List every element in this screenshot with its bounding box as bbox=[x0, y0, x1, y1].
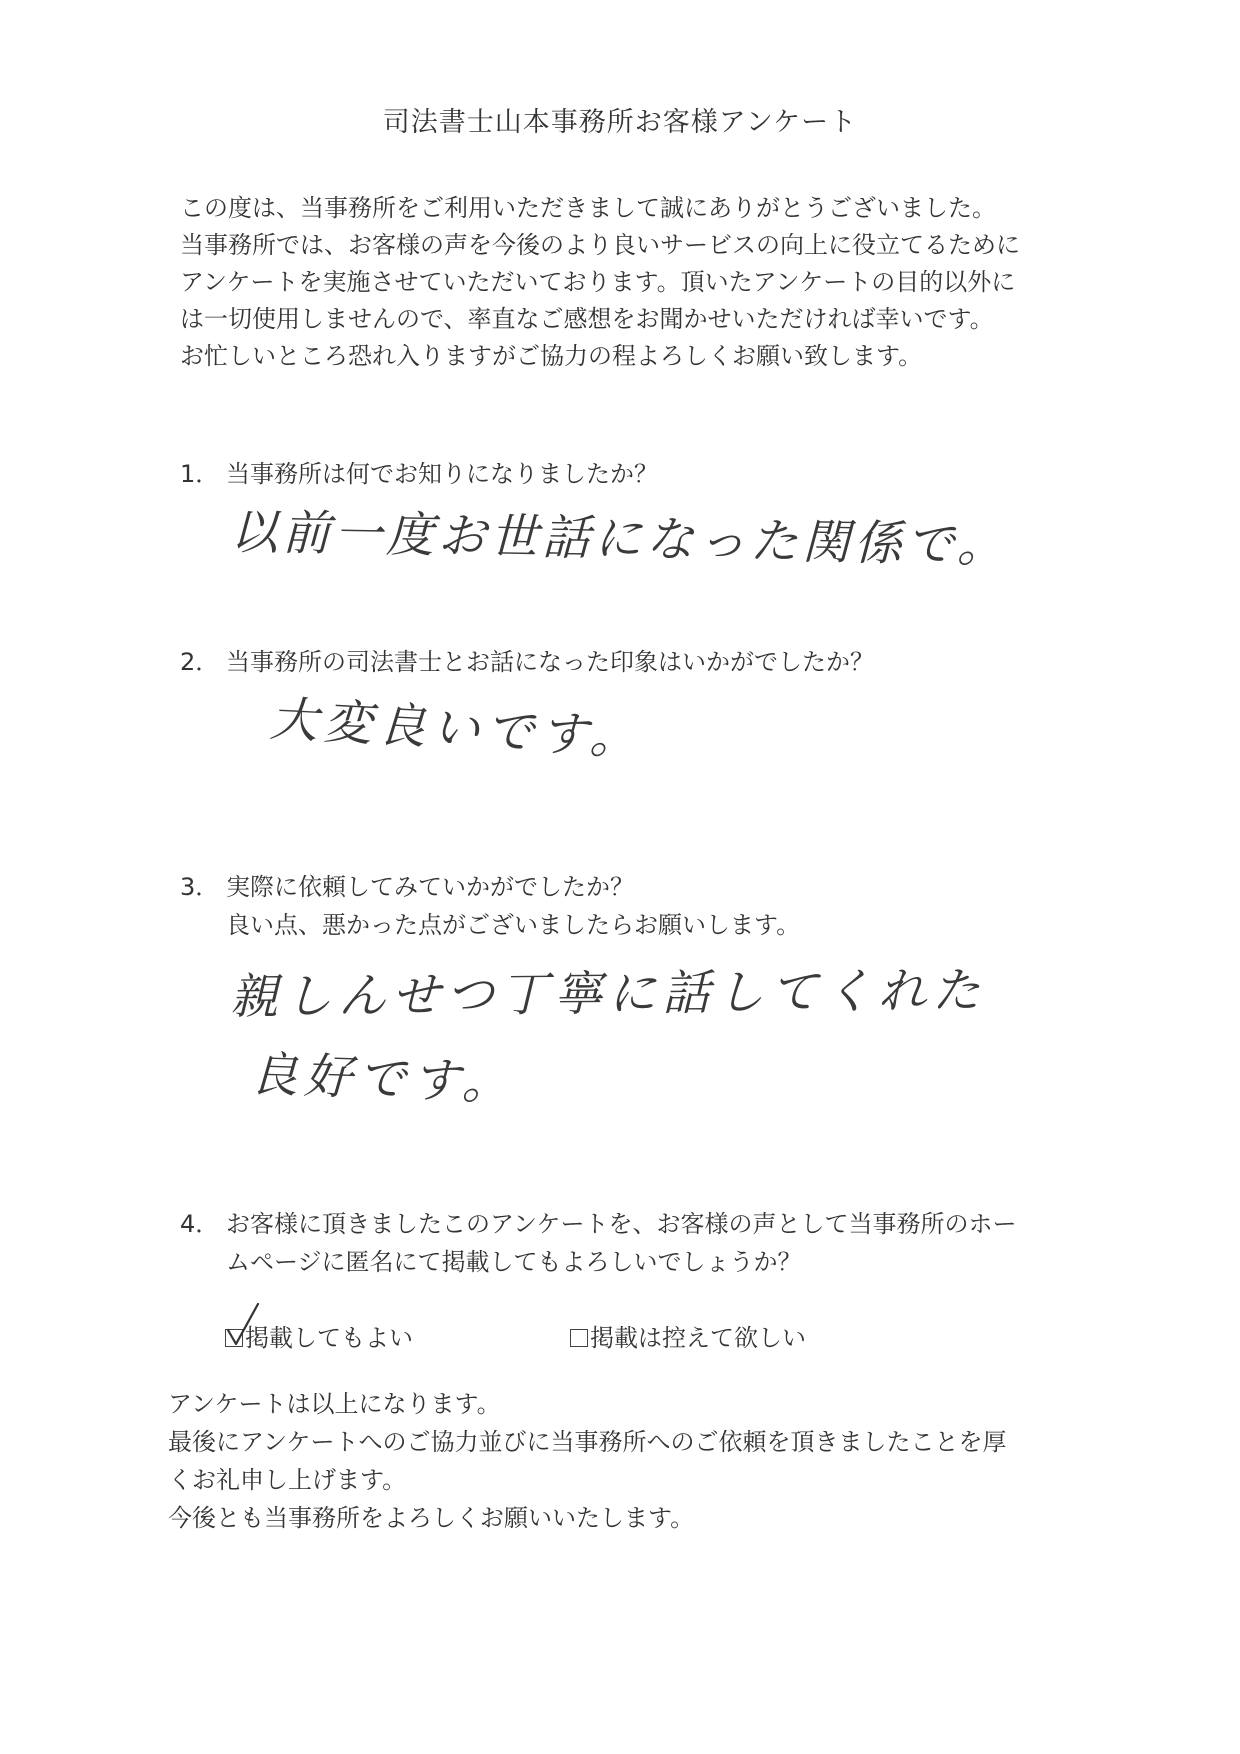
answer-3-handwritten-line1: 親しんせつ丁寧に話してくれた bbox=[229, 962, 987, 1026]
closing-paragraph bbox=[168, 1385, 1007, 1537]
intro-line: は一切使用しませんので、率直なご感想をお聞かせいただければ幸いです。 bbox=[180, 305, 994, 333]
question-text: 実際に依頼してみていかがでしたか？ bbox=[226, 873, 634, 901]
option-label: 掲載してもよい bbox=[245, 1324, 413, 1352]
answer-2-handwritten: 大変良いです。 bbox=[268, 691, 646, 767]
question-text: 良い点、悪かった点がございましたらお願いします。 bbox=[226, 911, 801, 939]
question-number: 4． bbox=[180, 1210, 220, 1238]
question-2 bbox=[180, 643, 874, 681]
closing-line: アンケートは以上になります。 bbox=[168, 1390, 501, 1418]
closing-line: くお礼申し上げます。 bbox=[168, 1466, 407, 1494]
intro-line: 当事務所では、お客様の声を今後のより良いサービスの向上に役立てるために bbox=[180, 231, 1020, 259]
intro-line: この度は、当事務所をご利用いただきまして誠にありがとうございました。 bbox=[180, 194, 996, 222]
question-text: 当事務所は何でお知りになりましたか？ bbox=[226, 460, 658, 488]
checkbox-icon[interactable] bbox=[570, 1329, 588, 1347]
answer-1-handwritten: 以前一度お世話になった関係で。 bbox=[229, 504, 1010, 574]
question-text: 当事務所の司法書士とお話になった印象はいかがでしたか？ bbox=[226, 648, 874, 676]
option-label: 掲載は控えて欲しい bbox=[590, 1324, 806, 1352]
question-text: お客様に頂きましたこのアンケートを、お客様の声として当事務所のホー bbox=[226, 1210, 1017, 1238]
question-number: 2． bbox=[180, 648, 220, 676]
intro-line: アンケートを実施させていただいております。頂いたアンケートの目的以外に bbox=[180, 268, 1016, 296]
answer-3-handwritten-line2: 良好です。 bbox=[248, 1046, 517, 1112]
question-number: 3． bbox=[180, 873, 220, 901]
question-number: 1． bbox=[180, 460, 220, 488]
checkmark-icon bbox=[224, 1300, 264, 1350]
intro-paragraph bbox=[180, 190, 1080, 375]
survey-title: 司法書士山本事務所お客様アンケート bbox=[382, 107, 858, 138]
intro-line: お忙しいところ恐れ入りますがご協力の程よろしくお願い致します。 bbox=[180, 342, 923, 370]
option-publish-no[interactable] bbox=[570, 1318, 806, 1353]
question-3 bbox=[180, 868, 800, 944]
question-text: ムページに匿名にて掲載してもよろしいでしょうか？ bbox=[226, 1248, 802, 1276]
question-4 bbox=[180, 1205, 1017, 1281]
closing-line: 最後にアンケートへのご協力並びに当事務所へのご依頼を頂きましたことを厚 bbox=[168, 1428, 1007, 1456]
closing-line: 今後とも当事務所をよろしくお願いいたします。 bbox=[168, 1504, 695, 1532]
question-1 bbox=[180, 455, 658, 493]
